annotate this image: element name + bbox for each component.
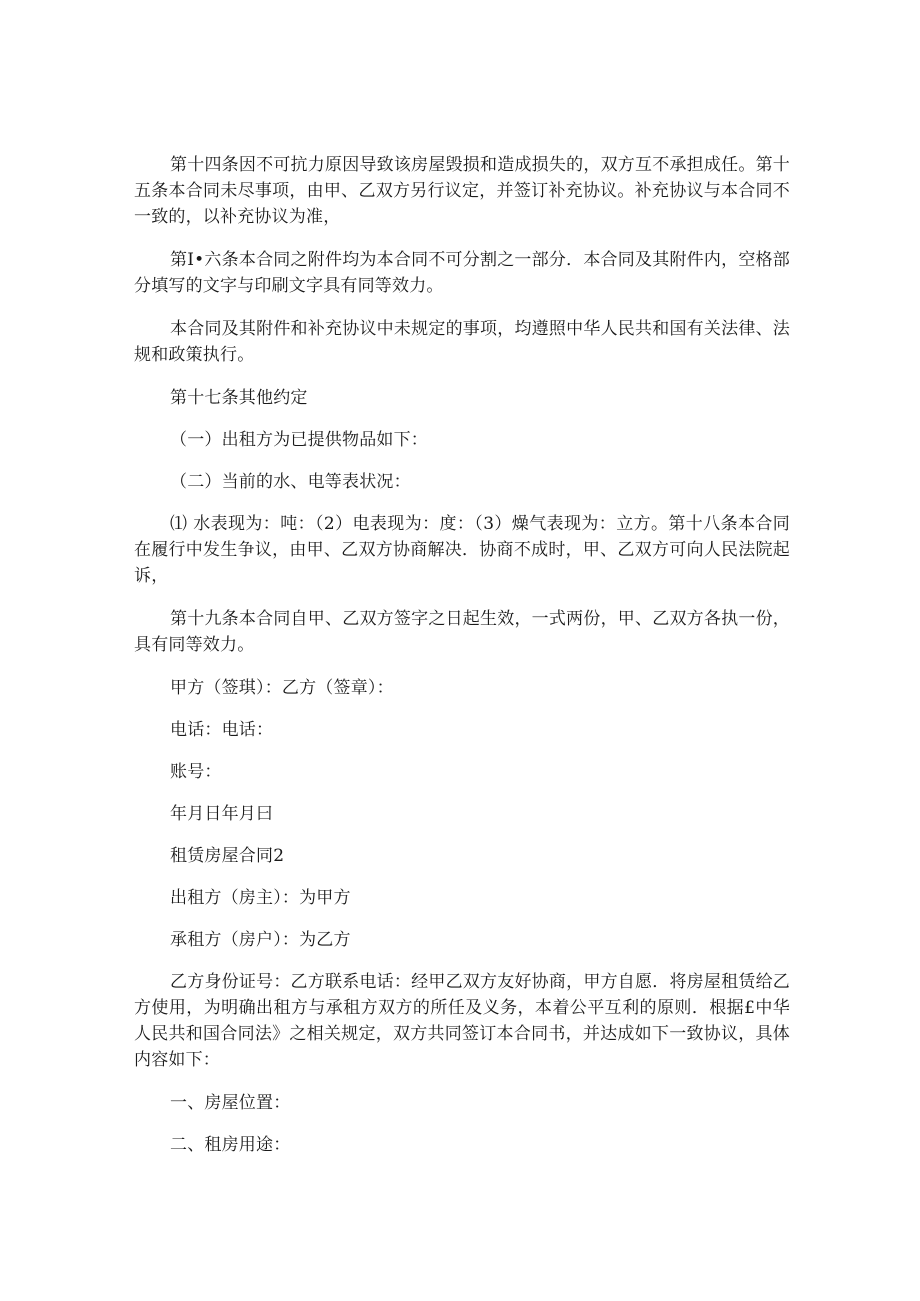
document-body: [134, 152, 790, 1174]
clause-16-paragraph: 第Ⅰ•六条本合同之附件均为本合同不可分割之一部分．本合同及其附件内，空格部分填写的文字与印刷文字具有同等效力。: [134, 250, 790, 296]
clause-19-paragraph: 第十九条本合同自甲、乙双方签字之日起生效，一式两份，甲、乙双方各执一份，具有同等效力。: [134, 609, 790, 655]
clause-14-15-paragraph: 第十四条因不可抗力原因导致该房屋毁损和造成损失的，双方互不承担成任。第十五条本合同未尽事项，由甲、乙双方另行议定，并签订补充协议。补充协议与本合同不一致的，以补充协议为准，: [134, 155, 790, 227]
clause-17-heading: 第十七条其他约定: [170, 388, 308, 408]
preamble-paragraph: 乙方身份证号：乙方联系电话：经甲乙双方友好协商，甲方自愿．将房屋租赁给乙方使用，为明确出租方与承租方双方的所任及义务，本着公平互利的原则．根据£中华人民共和国合同法》之相关规定，双方共同签订本合同书，并达成如下一致协议，具体内容如下：: [134, 972, 790, 1070]
lessee-line: 承租方（房户）：为乙方: [170, 930, 351, 950]
rental-purpose-line: 二、租房用途：: [170, 1135, 291, 1155]
meter-readings-clause-18-paragraph: ⑴ 水表现为：吨：（2）电表现为：度：（3）燥气表现为：立方。第十八条本合同在履行中发生争议，由甲、乙双方协商解决．协商不成时，甲、乙双方可向人民法院起诉，: [134, 514, 790, 586]
meter-status-line: （二）当前的水、电等表状况：: [170, 472, 411, 492]
contract-2-title: 租赁房屋合同2: [170, 846, 285, 866]
lessor-line: 出租方（房主）：为甲方: [170, 888, 351, 908]
phone-line: 电话：电话：: [170, 720, 274, 740]
house-location-line: 一、房屋位置：: [170, 1093, 291, 1113]
account-line: 账号：: [170, 762, 222, 782]
signature-line: 甲方（签琪）：乙方（签章）：: [170, 678, 394, 698]
provided-items-line: （一）出租方为已提供物品如下：: [170, 430, 428, 450]
date-line: 年月日年月曰: [170, 804, 274, 824]
legal-basis-paragraph: 本合同及其附件和补充协议中未规定的事项，均遵照中华人民共和国有关法律、法规和政策执行。: [134, 319, 790, 365]
